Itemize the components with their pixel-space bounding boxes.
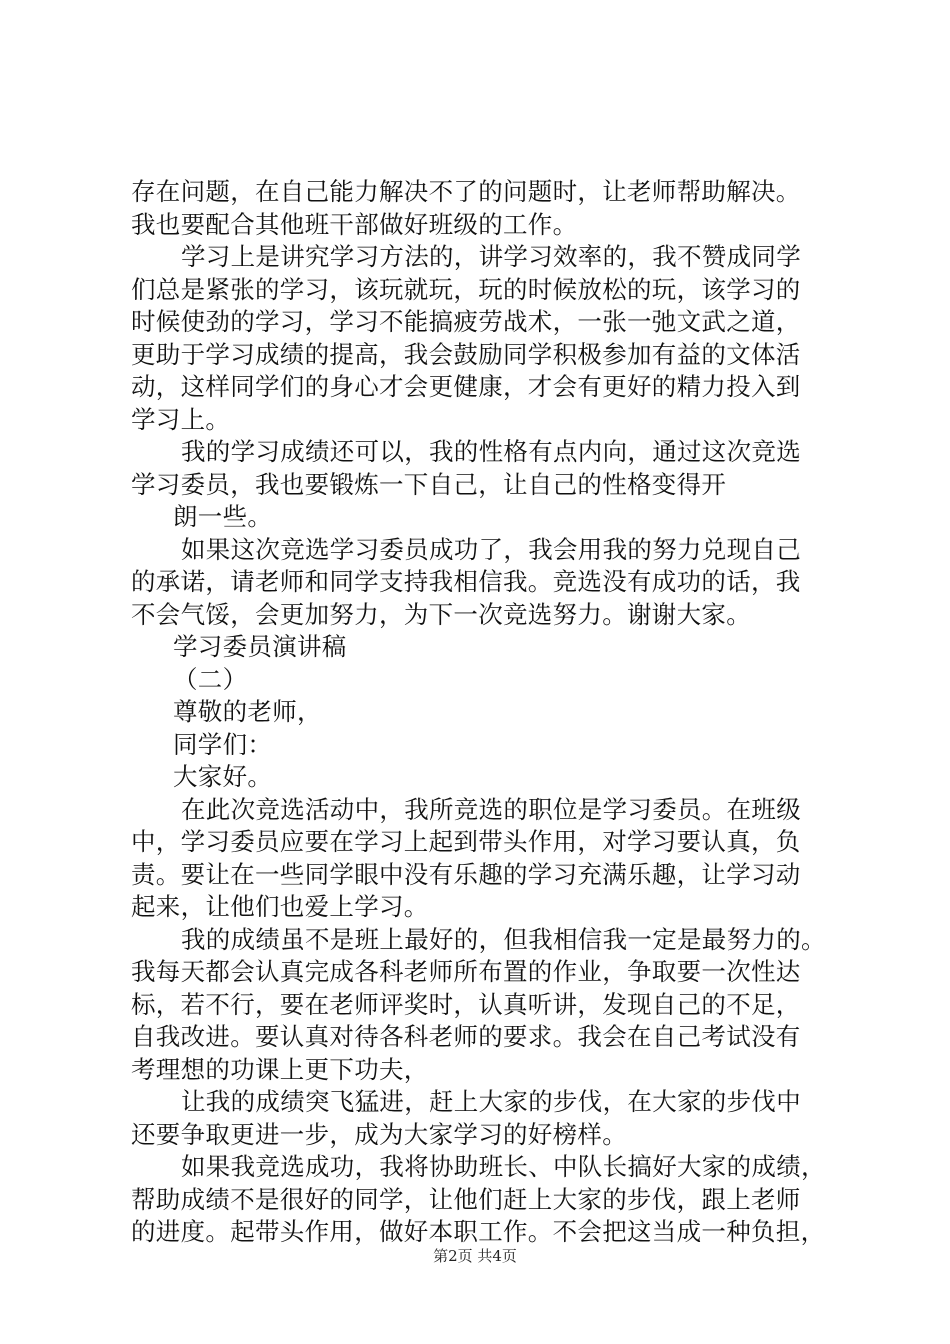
- paragraph-start-line: 我的学习成绩还可以，我的性格有点内向，通过这次竞选: [181, 437, 801, 466]
- text-line: 朗一些。: [173, 502, 273, 531]
- text-line: 我也要配合其他班干部做好班级的工作。: [131, 209, 578, 239]
- text-line: 的进度。起带头作用，做好本职工作。不会把这当成一种负担，: [131, 1217, 826, 1246]
- section-heading: 学习委员演讲稿: [173, 632, 347, 661]
- paragraph-start-line: 如果我竞选成功，我将协助班长、中队长搞好大家的成绩，: [181, 1152, 826, 1181]
- text-line: 帮助成绩不是很好的同学，让他们赶上大家的步伐，跟上老师: [131, 1184, 801, 1214]
- text-line: 不会气馁，会更加努力，为下一次竞选努力。谢谢大家。: [131, 599, 751, 629]
- text-line: 自我改进。要认真对待各科老师的要求。我会在自己考试没有: [131, 1022, 801, 1051]
- text-line: 学习委员，我也要锻炼一下自己，让自己的性格变得开: [131, 469, 727, 499]
- text-line: 学习上。: [131, 404, 231, 434]
- section-number: （二）: [173, 664, 248, 694]
- text-line: 们总是紧张的学习，该玩就玩，玩的时候放松的玩，该学习的: [131, 274, 801, 304]
- paragraph-start-line: 学习上是讲究学习方法的，讲学习效率的，我不赞成同学: [181, 242, 801, 271]
- page-number-label: 第2页 共4页: [433, 1247, 517, 1265]
- text-line: 中，学习委员应要在学习上起到带头作用，对学习要认真，负: [131, 827, 801, 856]
- paragraph-start-line: 在此次竞选活动中，我所竞选的职位是学习委员。在班级: [181, 794, 801, 824]
- text-line: 我每天都会认真完成各科老师所布置的作业，争取要一次性达: [131, 957, 801, 986]
- text-line: 存在问题，在自己能力解决不了的问题时，让老师帮助解决。: [131, 177, 801, 206]
- paragraph-start-line: 我的成绩虽不是班上最好的，但我相信我一定是最努力的。: [181, 924, 826, 954]
- text-line: 的承诺，请老师和同学支持我相信我。竞选没有成功的话，我: [131, 567, 801, 596]
- paragraph-start-line: 如果这次竞选学习委员成功了，我会用我的努力兑现自己: [181, 534, 801, 564]
- text-line: 标，若不行，要在老师评奖时，认真听讲，发现自己的不足，: [131, 989, 801, 1019]
- paragraph-start-line: 让我的成绩突飞猛进，赶上大家的步伐，在大家的步伐中: [181, 1087, 801, 1116]
- document-body: [131, 176, 831, 1249]
- text-line: 起来，让他们也爱上学习。: [131, 892, 429, 921]
- page-footer: [0, 1245, 950, 1266]
- text-line: 还要争取更进一步，成为大家学习的好榜样。: [131, 1119, 627, 1149]
- text-line: 动，这样同学们的身心才会更健康，才会有更好的精力投入到: [131, 372, 801, 401]
- salutation-line: 尊敬的老师，: [173, 697, 322, 726]
- salutation-line: 同学们：: [173, 729, 273, 759]
- text-line: 时候使劲的学习，学习不能搞疲劳战术，一张一弛文武之道，: [131, 307, 801, 336]
- text-line: 考理想的功课上更下功夫，: [131, 1054, 429, 1084]
- greeting-line: 大家好。: [173, 762, 273, 791]
- text-line: 更助于学习成绩的提高，我会鼓励同学积极参加有益的文体活: [131, 339, 801, 369]
- text-line: 责。要让在一些同学眼中没有乐趣的学习充满乐趣，让学习动: [131, 859, 801, 889]
